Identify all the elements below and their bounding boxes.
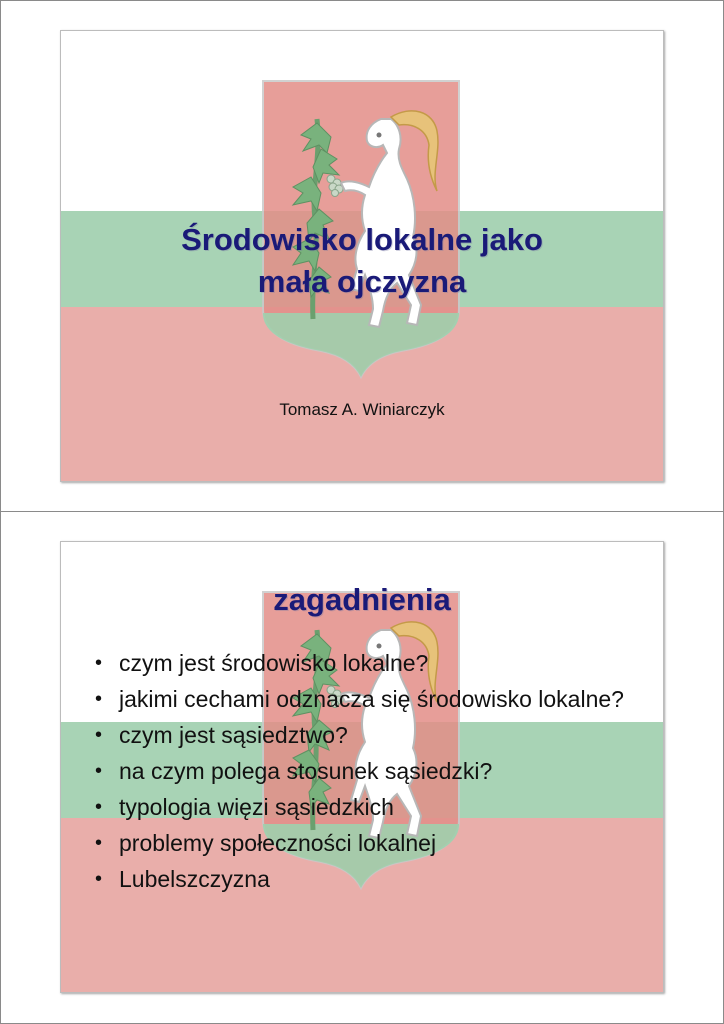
list-item-text: czym jest sąsiedztwo? xyxy=(119,722,348,748)
list-item-text: problemy społeczności lokalnej xyxy=(119,830,437,856)
title-line-2: mała ojczyzna xyxy=(257,264,467,299)
bullet-icon: • xyxy=(95,688,103,710)
bullet-icon: • xyxy=(95,832,103,854)
slide-agenda xyxy=(60,541,664,993)
bullet-icon: • xyxy=(95,868,103,890)
list-item xyxy=(95,648,655,678)
bullet-icon: • xyxy=(95,760,103,782)
list-item-text: czym jest środowisko lokalne? xyxy=(119,650,429,676)
list-item xyxy=(95,684,655,714)
agenda-bullet-list xyxy=(95,648,655,900)
bullet-icon: • xyxy=(95,796,103,818)
list-item xyxy=(95,828,655,858)
list-item-text: na czym polega stosunek sąsiedzki? xyxy=(119,758,493,784)
list-item-text: Lubelszczyzna xyxy=(119,866,270,892)
title-line-1: Środowisko lokalne jako xyxy=(181,222,543,257)
slide-title xyxy=(60,30,664,482)
list-item xyxy=(95,756,655,786)
list-item-text: jakimi cechami odznacza się środowisko lokalne? xyxy=(119,686,624,712)
bullet-icon: • xyxy=(95,652,103,674)
page-divider xyxy=(0,511,724,512)
list-item xyxy=(95,792,655,822)
list-item xyxy=(95,720,655,750)
slide-title-heading xyxy=(61,219,663,303)
list-item xyxy=(95,864,655,894)
list-item-text: typologia więzi sąsiedzkich xyxy=(119,794,394,820)
bullet-icon: • xyxy=(95,724,103,746)
author-name: Tomasz A. Winiarczyk xyxy=(279,400,445,419)
agenda-title: zagadnienia xyxy=(273,582,451,617)
